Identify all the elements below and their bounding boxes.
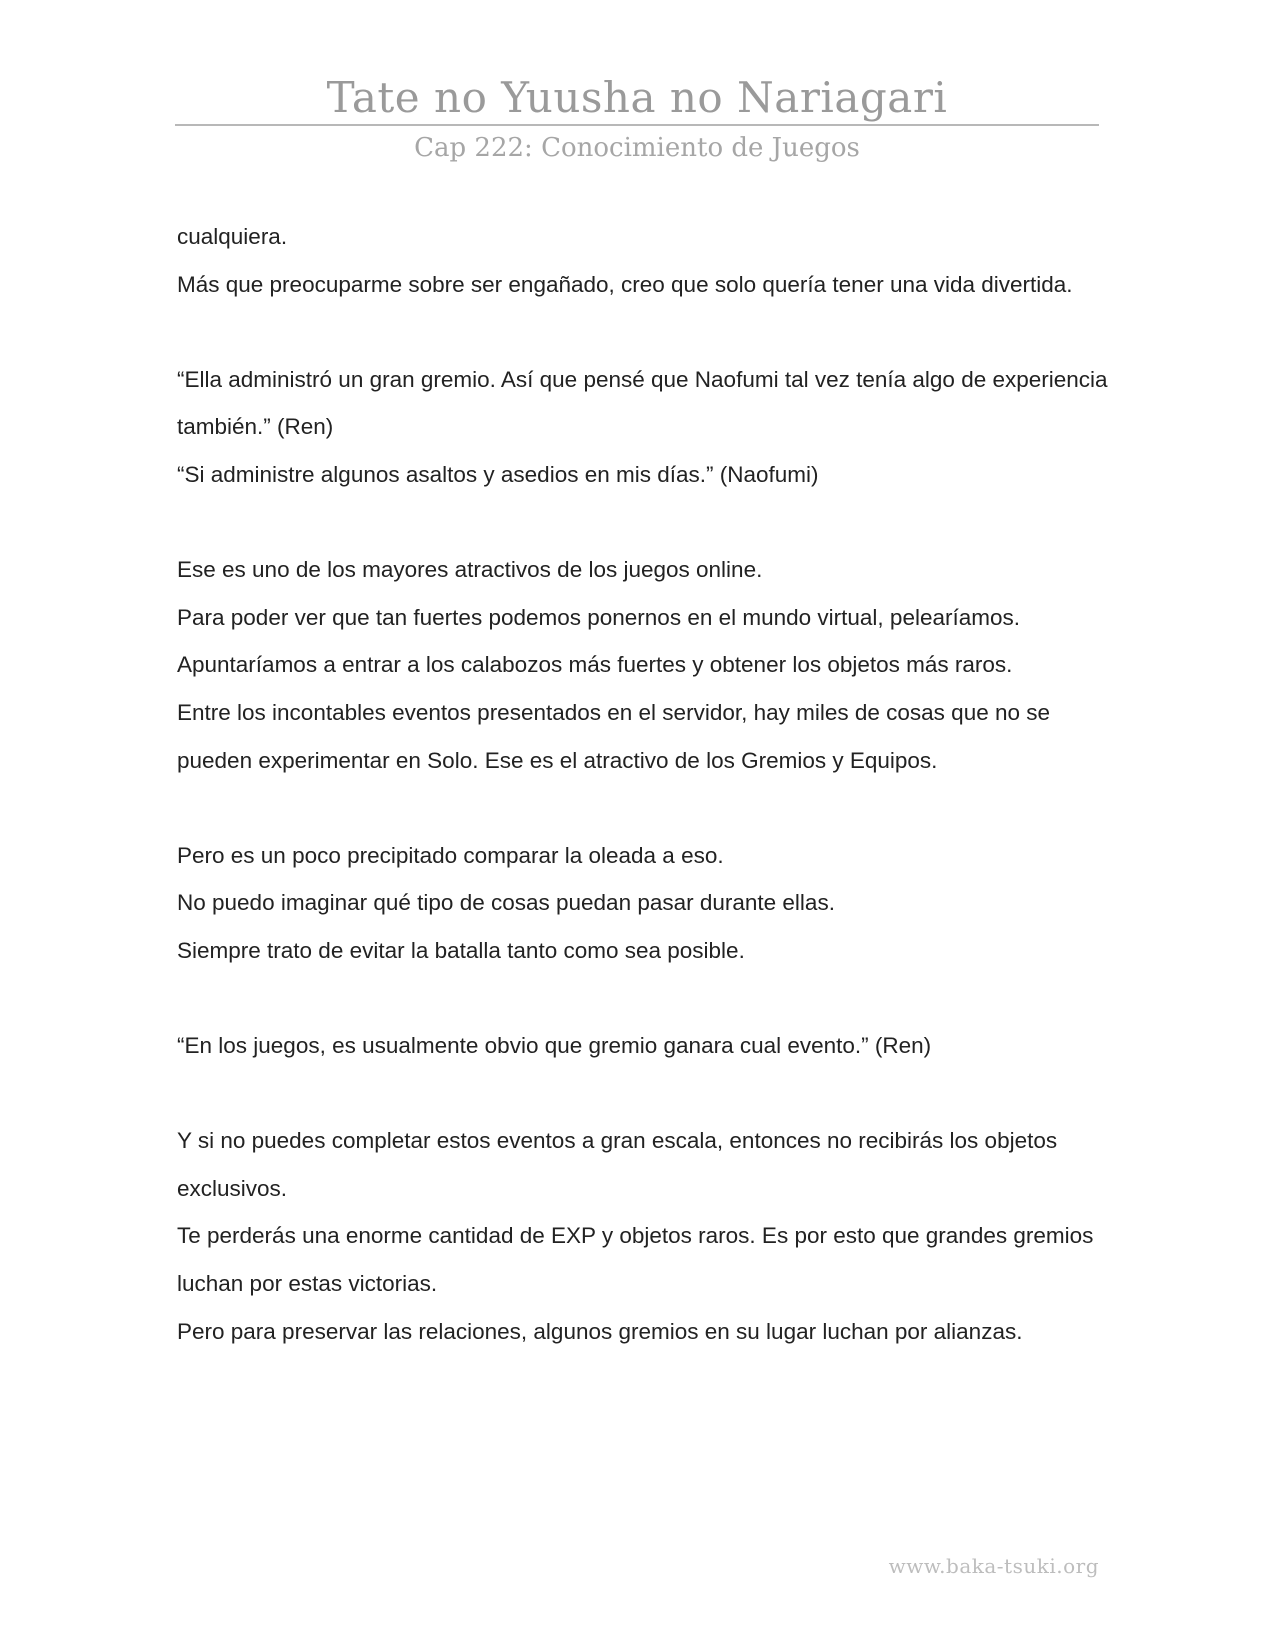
- chapter-subtitle: Cap 222: Conocimiento de Juegos: [414, 133, 860, 163]
- paragraph: Más que preocuparme sobre ser engañado, creo que solo quería tener una vida divertida.: [177, 271, 1073, 297]
- paragraph: “Ella administró un gran gremio. Así que pensé que Naofumi tal vez tenía algo de experiencia también.” (Ren): [177, 366, 1108, 440]
- paragraph: Te perderás una enorme cantidad de EXP y objetos raros. Es por esto que grandes gremios luchan por estas victorias.: [177, 1223, 1094, 1297]
- paragraph: Y si no puedes completar estos eventos a gran escala, entonces no recibirás los objetos exclusivos.: [177, 1128, 1058, 1201]
- paragraph: No puedo imaginar qué tipo de cosas puedan pasar durante ellas.: [177, 890, 835, 916]
- paragraph: Pero para preservar las relaciones, algunos gremios en su lugar luchan por alianzas.: [177, 1318, 1023, 1344]
- header-divider: [175, 124, 1099, 126]
- paragraph: Para poder ver que tan fuertes podemos ponernos en el mundo virtual, pelearíamos. Apuntaríamos a entrar a los calabozos más fuertes y obtener los objetos más raros.: [177, 604, 1021, 678]
- document-title: Tate no Yuusha no Nariagari: [326, 73, 948, 122]
- page-header: [175, 72, 1099, 166]
- document-body: [177, 213, 1117, 1355]
- paragraph: “En los juegos, es usualmente obvio que gremio ganara cual evento.” (Ren): [177, 1033, 932, 1059]
- paragraph: Ese es uno de los mayores atractivos de los juegos online.: [177, 557, 763, 583]
- paragraph: cualquiera.: [177, 224, 288, 249]
- paragraph: Siempre trato de evitar la batalla tanto como sea posible.: [177, 937, 745, 963]
- footer-website: www.baka-tsuki.org: [888, 1554, 1099, 1578]
- paragraph: Entre los incontables eventos presentados en el servidor, hay miles de cosas que no se pueden experimentar en Solo. Ese es el atractivo de los Gremios y Equipos.: [177, 699, 1051, 773]
- paragraph: Pero es un poco precipitado comparar la oleada a eso.: [177, 842, 724, 868]
- paragraph: “Si administre algunos asaltos y asedios en mis días.” (Naofumi): [177, 461, 819, 487]
